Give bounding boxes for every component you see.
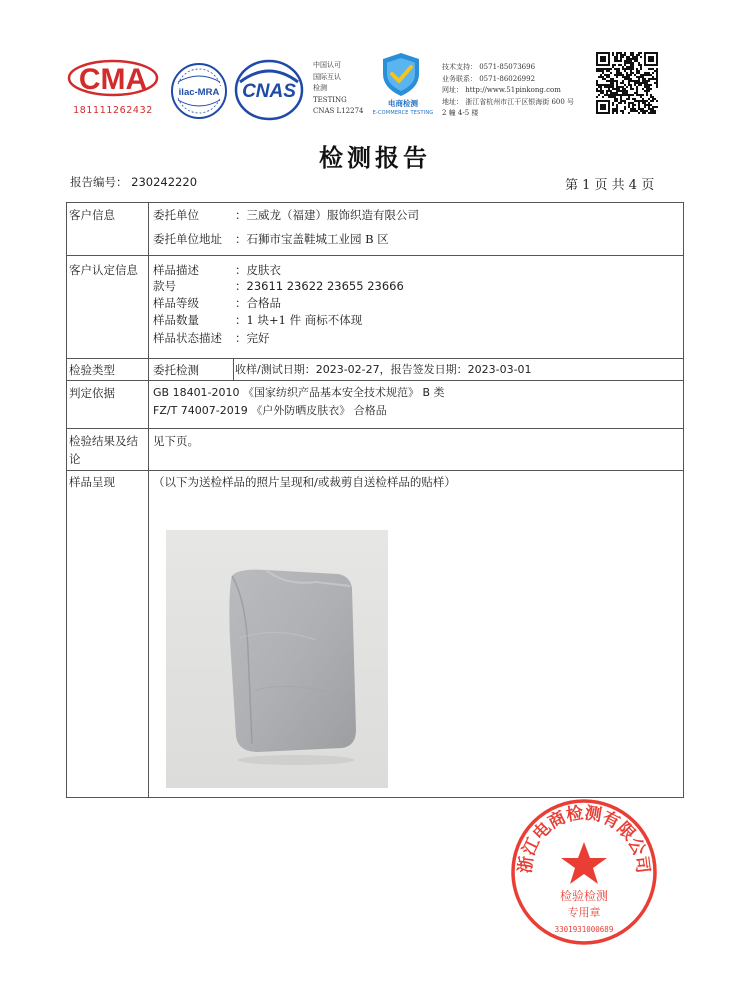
cma-logo	[66, 58, 160, 122]
table-divider	[67, 255, 683, 256]
cnas-line: 中国认可	[313, 61, 341, 69]
cnas-line: CNAS L12274	[313, 107, 364, 115]
document-title: 检测报告	[319, 143, 431, 172]
ecommerce-testing-label: 电商检测	[388, 99, 418, 108]
test-type-label: 检验类型	[69, 363, 115, 377]
result-label: 检验结果及结	[69, 434, 138, 448]
contact-line: 技术支持： 0571-85073696	[442, 63, 536, 71]
cnas-line: TESTING	[313, 95, 347, 104]
result-label: 论	[69, 452, 81, 466]
contact-line: 业务联系： 0571-86026992	[442, 74, 536, 83]
ecommerce-testing-sublabel: E-COMMERCE TESTING	[372, 110, 434, 116]
sample-row-label: 款号	[153, 279, 176, 293]
seal-center-text: 专用章	[567, 906, 601, 919]
cnas-line: 检测	[313, 84, 327, 92]
seal-number: 3301931000689	[554, 925, 614, 934]
test-dates: 收样/测试日期：2023-02-27，报告签发日期：2023-03-01	[235, 363, 532, 376]
sample-row-label: 样品数量	[153, 313, 199, 327]
cnas-logo	[234, 58, 304, 122]
sample-row-value: ：合格品	[235, 296, 281, 310]
sample-row-label: 样品状态描述	[153, 331, 222, 345]
cnas-accreditation-text	[313, 60, 373, 118]
table-divider	[67, 358, 683, 359]
client-address-value: ：石狮市宝盖鞋城工业园 B 区	[235, 232, 389, 246]
ilac-mra-logo	[170, 62, 228, 120]
sample-row-value: ：完好	[235, 331, 270, 345]
client-name-label: 委托单位	[153, 208, 199, 222]
sample-row-label: 样品等级	[153, 296, 199, 310]
official-seal-stamp	[508, 796, 660, 948]
client-name-value: ：三威龙（福建）服饰织造有限公司	[235, 208, 419, 222]
contact-line: 网址： http://www.51pinkong.com	[442, 86, 561, 94]
result-value: 见下页。	[153, 434, 199, 448]
seal-arc-text: 浙江电商检测有限公司	[515, 803, 653, 875]
cnas-line: 国际互认	[313, 72, 341, 81]
page-info: 第 1 页 共 4 页	[565, 178, 655, 193]
sample-show-label: 样品呈现	[69, 475, 115, 489]
table-divider	[67, 380, 683, 381]
report-number: 报告编号： 230242220	[70, 175, 198, 189]
contact-line: 地址： 浙江省杭州市江干区银海街 600 号	[442, 97, 575, 106]
ilac-text: ilac-MRA	[178, 87, 220, 98]
sample-row-label: 样品描述	[153, 263, 199, 277]
client-address-label: 委托单位地址	[153, 232, 222, 246]
sample-row-value: ：皮肤衣	[235, 263, 281, 277]
confirmed-info-label: 客户认定信息	[69, 263, 138, 277]
star-icon	[561, 842, 607, 884]
contact-info	[442, 62, 592, 120]
sample-row-value: ：23611 23622 23655 23666	[235, 279, 404, 293]
test-type-value: 委托检测	[153, 363, 199, 377]
qr-code[interactable]	[596, 52, 658, 114]
cma-text: CMA	[78, 63, 148, 96]
table-divider	[67, 470, 683, 471]
sample-row-value: ：1 块+1 件 商标不体现	[235, 313, 363, 327]
sample-photo	[166, 530, 388, 788]
basis-line: FZ/T 74007-2019 《户外防晒皮肤衣》 合格品	[153, 404, 387, 417]
cma-number: 181111262432	[73, 105, 153, 116]
contact-line: 2 幢 4-5 楼	[442, 109, 479, 117]
sample-show-note: （以下为送检样品的照片呈现和/或裁剪自送检样品的贴样）	[153, 475, 456, 489]
table-divider	[233, 358, 234, 380]
client-info-label: 客户信息	[69, 208, 115, 222]
seal-center-text: 检验检测	[559, 889, 609, 903]
cnas-logo-text: CNAS	[242, 81, 296, 102]
basis-line: GB 18401-2010 《国家纺织产品基本安全技术规范》 B 类	[153, 386, 445, 399]
table-divider	[67, 428, 683, 429]
table-divider	[148, 203, 149, 797]
basis-label: 判定依据	[69, 386, 115, 400]
